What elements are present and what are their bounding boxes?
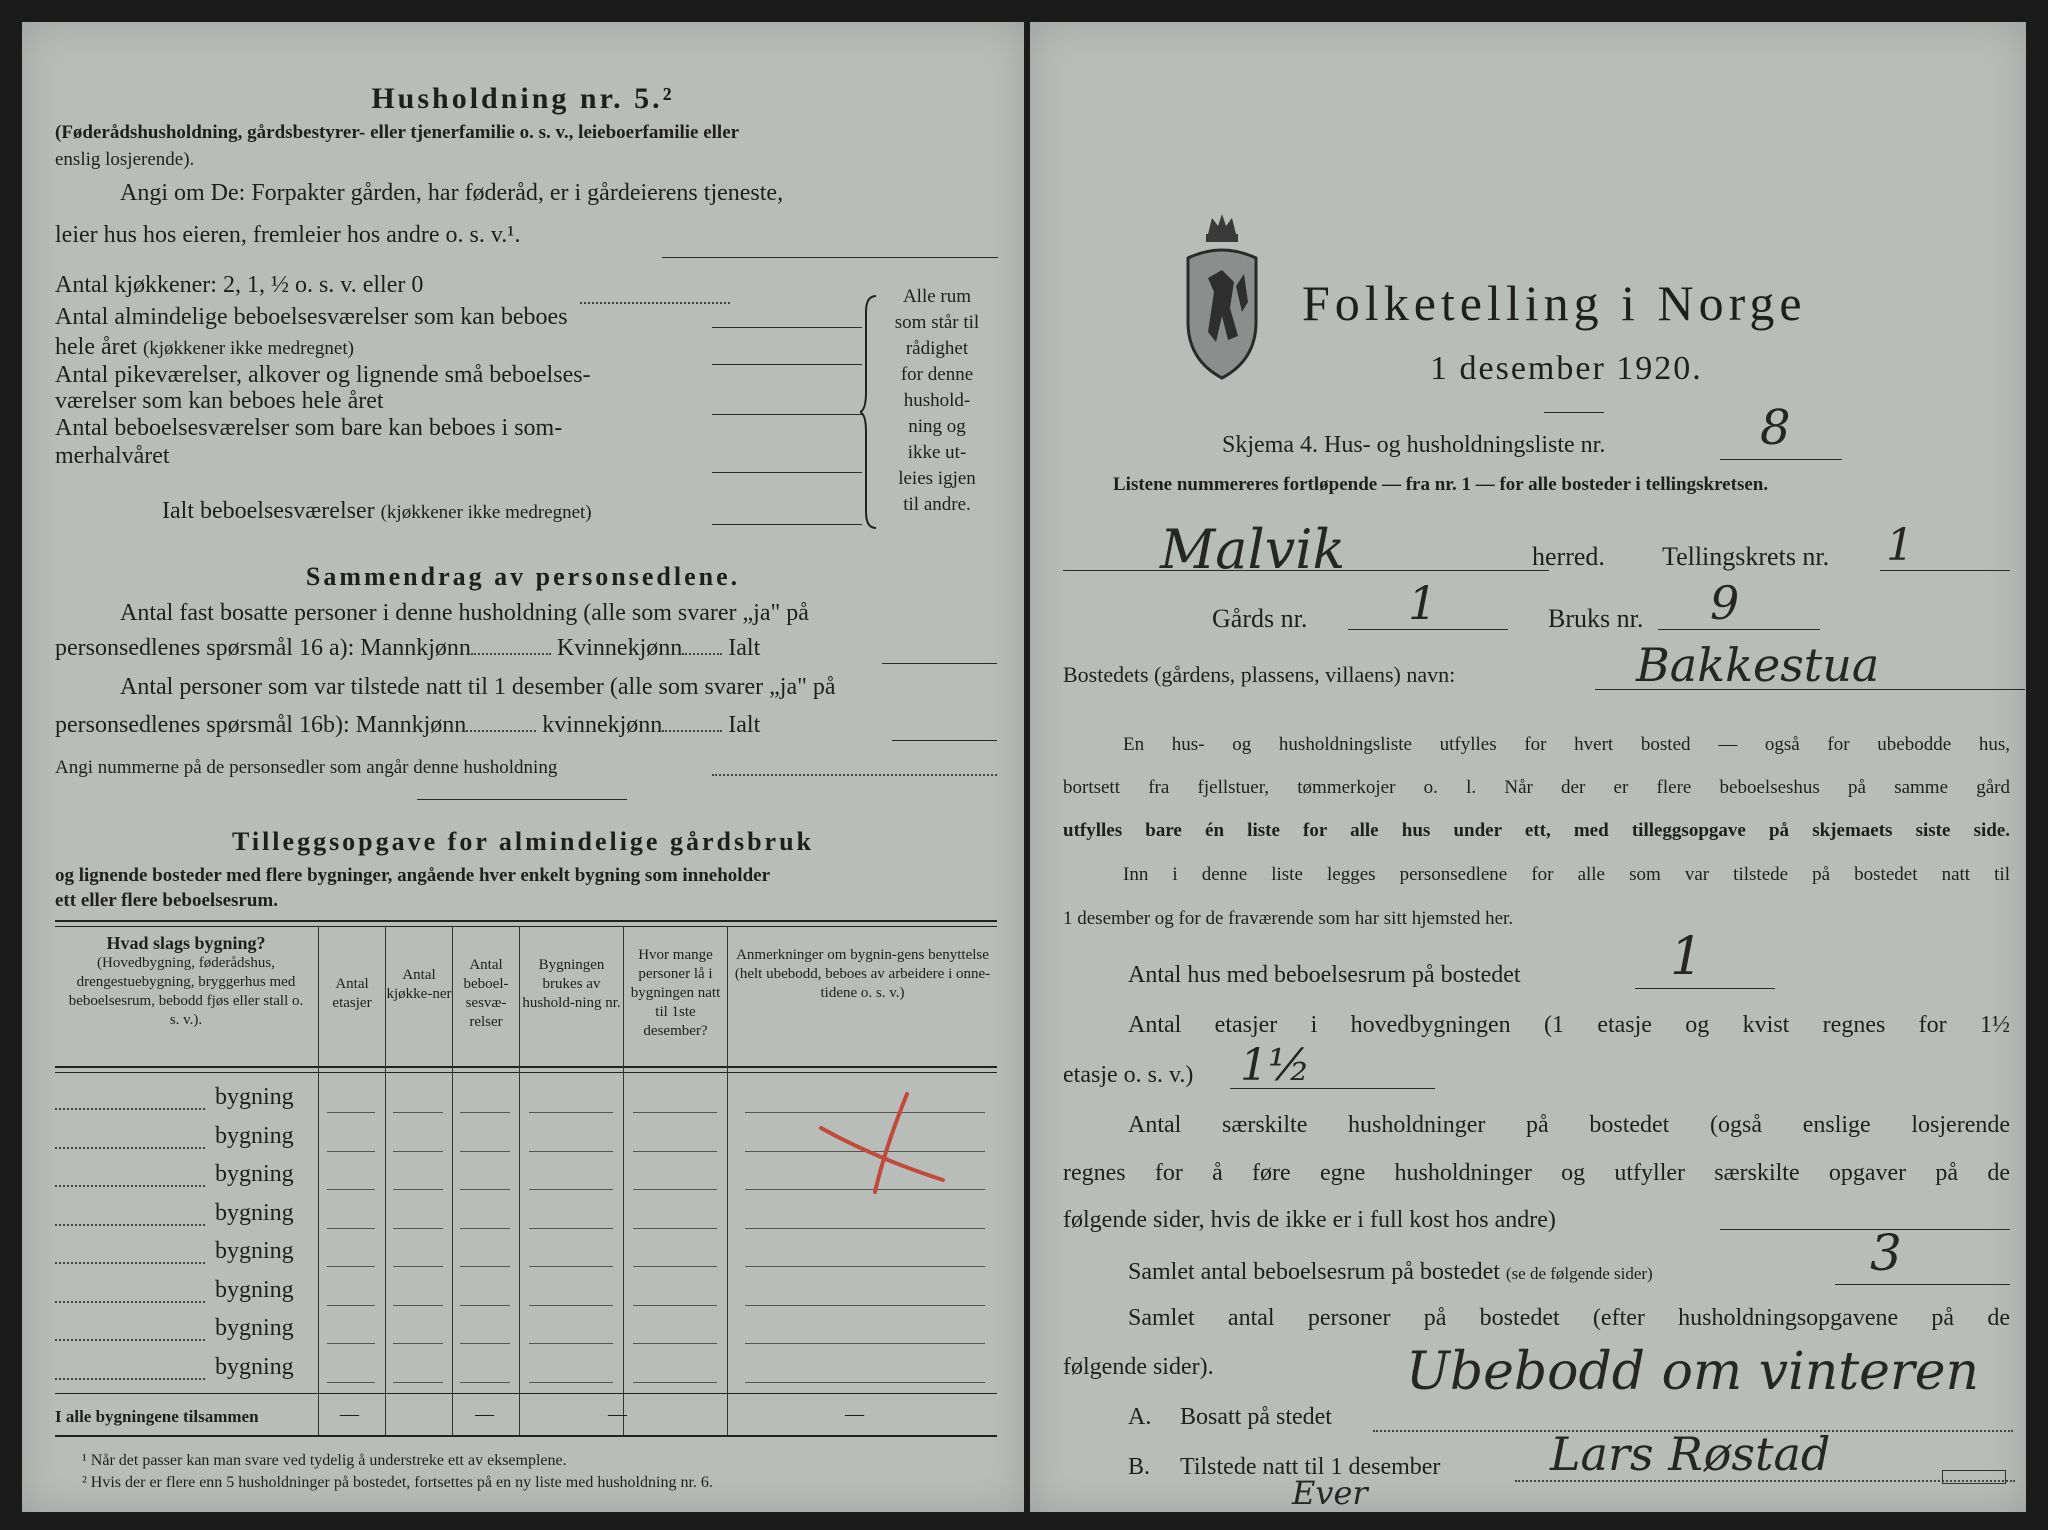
row-underline — [529, 1189, 613, 1190]
household-title: Husholdning nr. 5.² — [371, 82, 675, 115]
bruks-label: Bruks nr. — [1548, 604, 1644, 633]
answer-line-total — [712, 524, 862, 525]
row-underline — [529, 1266, 613, 1267]
row-underline — [460, 1112, 510, 1113]
rooms-question-2a: Antal pikeværelser, alkover og lignende små beboelses- — [55, 362, 591, 388]
total-row-label: I alle bygningene tilsammen — [55, 1407, 259, 1426]
summary-line-3: Angi nummerne på de personsedler som angår denne husholdning — [55, 757, 558, 778]
row-underline — [529, 1343, 613, 1344]
row-underline — [393, 1112, 443, 1113]
summary-line-2a: Antal personer som var tilstede natt til 1 desember (alle som svarer „ja" på — [120, 674, 836, 700]
herred-value: Malvik — [1160, 518, 1346, 581]
schema-answer-line — [1720, 459, 1842, 460]
rooms-question-3a: Antal beboelsesværelser som bare kan beboes i som- — [55, 415, 563, 441]
households-question-1: Antal særskilte husholdninger på bostedet (også enslige losjerende — [1128, 1112, 2010, 1138]
row-underline — [327, 1151, 375, 1152]
para1-line-3: utfylles bare én liste for alle hus under ett, med tilleggsopgave på skjemaets siste side. — [1063, 820, 2010, 841]
row-underline — [633, 1228, 717, 1229]
building-table — [55, 920, 997, 1435]
row-underline — [327, 1305, 375, 1306]
building-row-label: bygning — [215, 1122, 294, 1149]
form-title: Folketelling i Norge — [1302, 275, 1807, 331]
header-building-type: Hvad slags bygning? (Hovedbygning, føderådshus, drengestuebygning, bryggerhus med beboelsesrum, bebodd fjøs eller stall o. s. v.). — [68, 933, 304, 1028]
side-note-line: ning og — [908, 416, 966, 437]
rooms-question-2b: værelser som kan beboes hele året — [55, 388, 384, 414]
b-text: Tilstede natt til 1 desember — [1180, 1454, 1441, 1480]
row-dots — [55, 1108, 205, 1110]
summary-ialt-line-2 — [892, 740, 997, 741]
rooms-question-1a: Antal almindelige beboelsesværelser som kan beboes — [55, 304, 568, 330]
summary-line-1b: personsedlenes spørsmål 16 a): Mannkjønn Kvinnekjønn Ialt — [55, 635, 761, 661]
row-underline — [529, 1112, 613, 1113]
rooms-total-answer-line — [1835, 1284, 2010, 1285]
total-dash-floors: — — [340, 1404, 359, 1425]
row-underline — [745, 1228, 985, 1229]
row-underline — [460, 1228, 510, 1229]
b-extra-note: Ever — [1292, 1474, 1368, 1512]
building-row-label: bygning — [215, 1276, 294, 1303]
houses-question: Antal hus med beboelsesrum på bostedet — [1128, 962, 1521, 988]
row-underline — [327, 1189, 375, 1190]
header-rooms: Antal beboel-sesvæ-relser — [463, 957, 509, 1030]
row-dots — [55, 1147, 205, 1149]
table-row — [55, 1232, 997, 1270]
bosted-label: Bostedets (gårdens, plassens, villaens) navn: — [1063, 662, 1456, 687]
gards-value: 1 — [1408, 576, 1438, 630]
row-underline — [633, 1382, 717, 1383]
kitchens-question: Antal kjøkkener: 2, 1, ½ o. s. v. eller 0 — [55, 272, 424, 298]
row-underline — [529, 1382, 613, 1383]
side-note-line: Alle rum — [902, 286, 972, 307]
b-label: B. — [1128, 1454, 1151, 1480]
summary-numbers-line — [712, 774, 997, 776]
answer-line-kitchens — [712, 327, 862, 328]
side-note-line: ikke ut- — [907, 442, 967, 463]
building-row-label: bygning — [215, 1084, 294, 1110]
brace-icon — [860, 292, 880, 532]
row-underline — [460, 1189, 510, 1190]
angi-line-1: Angi om De: Forpakter gården, har føderåd, er i gårdeierens tjeneste, — [120, 180, 784, 206]
household-subtitle: (Føderådshusholdning, gårdsbestyrer- eller tjenerfamilie o. s. v., leieboerfamilie eller — [55, 122, 740, 143]
table-row — [55, 1309, 997, 1347]
summary-line-1a: Antal fast bosatte personer i denne husholdning (alle som svarer „ja" på — [120, 600, 809, 626]
angi-line-2: leier hus hos eieren, fremleier hos andre o. s. v.¹. — [55, 222, 521, 248]
row-underline — [327, 1343, 375, 1344]
floors-value: 1½ — [1240, 1040, 1311, 1091]
numbering-note: Listene nummereres fortløpende — fra nr. 1 — for alle bosteder i tellingskretsen. — [1113, 474, 1769, 495]
header-floors: Antal etasjer — [332, 976, 372, 1011]
total-dash-rooms: — — [475, 1404, 494, 1425]
floors-question-1: Antal etasjer i hovedbygningen (1 etasje og kvist regnes for 1½ — [1128, 1012, 2010, 1038]
household-subtitle-2: enslig losjerende). — [55, 149, 195, 170]
para2-line-2: 1 desember og for de fraværende som har sitt hjemsted her. — [1063, 908, 1514, 929]
answer-line-rooms-2 — [712, 414, 862, 415]
header-household-no: Bygningen brukes av hushold-ning nr. — [522, 957, 621, 1011]
krets-label: Tellingskrets nr. — [1662, 542, 1830, 571]
row-dots — [55, 1378, 205, 1380]
row-underline — [529, 1151, 613, 1152]
row-underline — [633, 1266, 717, 1267]
supplement-subtitle-2: ett eller flere beboelsesrum. — [55, 890, 278, 911]
row-underline — [633, 1112, 717, 1113]
row-dots — [55, 1224, 205, 1226]
rooms-total-question: Samlet antal beboelsesrum på bostedet (se de følgende sider) — [1128, 1259, 1653, 1285]
left-page — [22, 22, 1024, 1512]
gards-label: Gårds nr. — [1212, 604, 1308, 633]
persons-question-2: følgende sider). — [1063, 1354, 1214, 1380]
houses-value: 1 — [1670, 927, 1704, 987]
summary-title: Sammendrag av personsedlene. — [305, 562, 741, 591]
angi-answer-line — [662, 257, 998, 258]
summary-ialt-line-1 — [882, 663, 997, 664]
red-cross-mark — [815, 1088, 955, 1198]
row-underline — [460, 1343, 510, 1344]
row-underline — [327, 1382, 375, 1383]
answer-line-rooms-1 — [712, 364, 862, 365]
houses-answer-line — [1635, 988, 1775, 989]
row-underline — [393, 1382, 443, 1383]
row-underline — [460, 1266, 510, 1267]
row-underline — [745, 1266, 985, 1267]
side-note-line: rådighet — [905, 338, 969, 359]
row-underline — [393, 1228, 443, 1229]
row-underline — [393, 1151, 443, 1152]
total-rooms-question: Ialt beboelsesværelser (kjøkkener ikke medregnet) — [162, 498, 592, 524]
row-underline — [460, 1382, 510, 1383]
side-note-line: til andre. — [903, 494, 971, 515]
a-text: Bosatt på stedet — [1180, 1404, 1332, 1430]
households-answer-line — [1720, 1229, 2010, 1230]
persons-question-1: Samlet antal personer på bostedet (efter husholdningsopgavene på de — [1128, 1305, 2010, 1331]
total-dash-persons: — — [608, 1404, 627, 1425]
answer-line-rooms-3 — [712, 472, 862, 473]
building-row-label: bygning — [215, 1238, 294, 1264]
building-row-label: bygning — [215, 1199, 294, 1226]
norwegian-coat-of-arms-icon — [1178, 212, 1266, 382]
header-kitchens: Antal kjøkke-ner — [386, 967, 452, 1002]
stamp-box — [1942, 1470, 2006, 1484]
row-underline — [393, 1305, 443, 1306]
row-underline — [745, 1382, 985, 1383]
row-underline — [393, 1189, 443, 1190]
side-note-line: hushold- — [903, 390, 971, 411]
rooms-question-1b: hele året (kjøkkener ikke medregnet) — [55, 334, 354, 360]
side-note-line: leies igjen — [898, 468, 976, 489]
table-row — [55, 1194, 997, 1232]
rooms-total-value: 3 — [1870, 1224, 1902, 1282]
header-persons: Hvor mange personer lå i bygningen natt til 1ste desember? — [630, 947, 721, 1039]
supplement-subtitle-1: og lignende bosteder med flere bygninger, angående hver enkelt bygning som inneholder — [55, 865, 771, 886]
building-row-label: bygning — [215, 1315, 294, 1341]
para2-line-1: Inn i denne liste legges personsedlene for alle som var tilstede på bostedet natt til — [1123, 864, 2010, 885]
header-remarks: Anmerkninger om bygnin-gens benyttelse (helt ubebodd, beboes av arbeidere i onne-tidene o. s. v.) — [734, 947, 991, 1001]
footnote-2: ² Hvis der er flere enn 5 husholdninger på bostedet, fortsettes på en ny liste med husholdning nr. 6. — [82, 1474, 713, 1491]
row-underline — [529, 1305, 613, 1306]
building-row-label: bygning — [215, 1353, 294, 1380]
a-label: A. — [1128, 1404, 1152, 1430]
row-dots — [55, 1185, 205, 1187]
row-underline — [633, 1189, 717, 1190]
row-underline — [745, 1343, 985, 1344]
row-dots — [55, 1262, 205, 1264]
row-underline — [327, 1266, 375, 1267]
row-underline — [460, 1305, 510, 1306]
herred-label: herred. — [1532, 542, 1605, 571]
schema-number-value: 8 — [1760, 400, 1791, 456]
title-underline — [1544, 412, 1604, 413]
section-divider — [417, 799, 627, 800]
row-dots — [55, 1339, 205, 1341]
building-row-label: bygning — [215, 1161, 294, 1187]
row-underline — [745, 1305, 985, 1306]
b-value: Lars Røstad — [1550, 1427, 1831, 1481]
row-underline — [633, 1305, 717, 1306]
side-note — [882, 284, 992, 518]
floors-question-2: etasje o. s. v.) — [1063, 1062, 1194, 1088]
form-date: 1 desember 1920. — [1430, 350, 1703, 387]
row-underline — [633, 1343, 717, 1344]
para1-line-2: bortsett fra fjellstuer, tømmerkojer o. l. Når der er flere beboelseshus på samme gård — [1063, 777, 2010, 798]
krets-value: 1 — [1886, 520, 1914, 571]
kitchens-dots — [580, 302, 730, 304]
row-dots — [55, 1301, 205, 1303]
table-row — [55, 1271, 997, 1309]
row-underline — [327, 1228, 375, 1229]
bruks-value: 9 — [1710, 576, 1740, 630]
supplement-title: Tilleggsopgave for almindelige gårdsbruk — [231, 827, 815, 856]
side-note-line: for denne — [900, 364, 974, 385]
households-question-2: regnes for å føre egne husholdninger og utfyller særskilte opgaver på de — [1063, 1160, 2010, 1186]
para1-line-1: En hus- og husholdningsliste utfylles for hvert bosted — også for ubebodde hus, — [1123, 734, 2010, 755]
a-value: Ubebodd om vinteren — [1406, 1342, 1980, 1402]
row-underline — [529, 1228, 613, 1229]
row-underline — [393, 1266, 443, 1267]
row-underline — [327, 1112, 375, 1113]
footnote-1: ¹ Når det passer kan man svare ved tydelig å understreke ett av eksemplene. — [82, 1452, 567, 1469]
row-underline — [393, 1343, 443, 1344]
total-dash-remarks: — — [845, 1404, 864, 1425]
side-note-line: som står til — [894, 312, 980, 333]
rooms-question-3b: merhalvåret — [55, 443, 170, 469]
bosted-value: Bakkestua — [1636, 638, 1880, 692]
row-underline — [460, 1151, 510, 1152]
right-page — [1030, 22, 2026, 1512]
row-underline — [633, 1151, 717, 1152]
schema-label: Skjema 4. Hus- og husholdningsliste nr. — [1222, 432, 1606, 458]
households-question-3: følgende sider, hvis de ikke er i full kost hos andre) — [1063, 1207, 1556, 1233]
table-row — [55, 1348, 997, 1386]
summary-line-2b: personsedlenes spørsmål 16b): Mannkjønn kvinnekjønn Ialt — [55, 712, 761, 738]
